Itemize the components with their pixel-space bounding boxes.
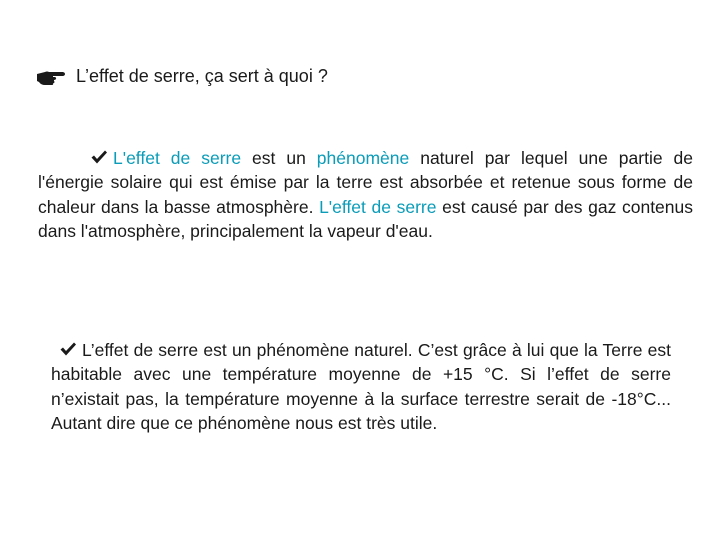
title-row bbox=[36, 66, 328, 87]
highlight-term: L'effet de serre bbox=[319, 196, 437, 217]
highlight-term: phénomène bbox=[316, 147, 410, 168]
check-icon bbox=[59, 341, 77, 357]
paragraph-text: naturel par lequel une partie de l'énergie solaire qui est émise par la terre est absorbée et retenue sous forme de chaleur dans la basse atmosphère. bbox=[38, 147, 693, 217]
page-title: L’effet de serre, ça sert à quoi ? bbox=[76, 66, 328, 86]
pointing-hand-icon bbox=[36, 68, 66, 86]
paragraph-1 bbox=[38, 146, 693, 244]
paragraph-text: est causé par des gaz contenus dans l'atmosphère, principalement la vapeur d'eau. bbox=[38, 196, 694, 241]
check-icon bbox=[90, 149, 108, 165]
paragraph-text: est un bbox=[241, 147, 317, 168]
paragraph-text: L’effet de serre est un phénomène naturel. C’est grâce à lui que la Terre est habitable avec une température moyenne de +15 °C. Si l’effet de serre n’existait pas, la température moyenne à la surface terrestre serait de -18°C... Autant dire que ce phénomène nous est très utile. bbox=[51, 339, 671, 433]
paragraph-2 bbox=[51, 338, 671, 436]
highlight-term: L'effet de serre bbox=[113, 147, 242, 168]
